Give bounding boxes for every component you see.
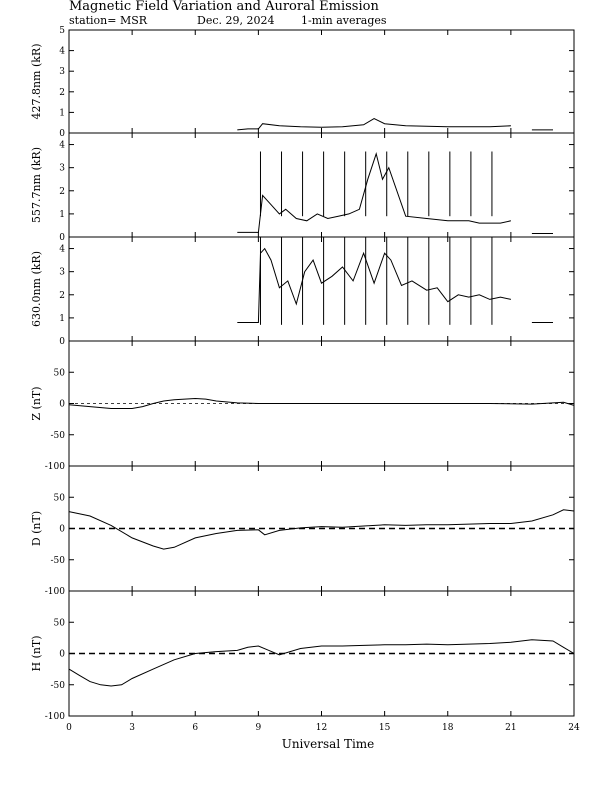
y-tick-label: 1 [59,108,65,119]
date-label: Dec. 29, 2024 [197,14,275,27]
y-tick-label: 4 [59,140,65,151]
x-tick-label: 21 [505,723,517,733]
y-tick-label: 2 [59,87,65,98]
y-tick-label: 0 [59,129,65,139]
y-tick-label: 3 [59,267,65,278]
x-tick-label: 3 [129,723,135,733]
y-tick-label: -100 [44,712,65,722]
y-tick-label: 0 [59,524,65,535]
y-tick-label: -100 [44,462,65,472]
y-tick-label: 5 [59,26,65,36]
panel-frame-0 [69,30,574,133]
y-tick-label: 3 [59,163,65,174]
data-line-1-0 [237,154,553,234]
y-tick-label: 50 [53,368,65,379]
y-tick-label: 4 [59,46,65,57]
y-tick-label: 4 [59,244,65,255]
y-axis-label-5: H (nT) [30,635,43,672]
y-axis-label-3: Z (nT) [30,386,43,421]
y-tick-label: 50 [53,493,65,504]
y-tick-label: -50 [50,680,65,691]
y-tick-label: 0 [59,337,65,347]
y-tick-label: 3 [59,67,65,78]
station-label: station= MSR [69,14,148,27]
y-tick-label: 0 [59,399,65,410]
y-tick-label: 1 [59,313,65,324]
x-tick-label: 9 [255,723,262,733]
data-line-5-0 [69,640,574,686]
y-tick-label: 0 [59,233,65,243]
data-line-0-0 [237,119,553,130]
x-tick-label: 24 [568,723,580,733]
y-tick-label: -100 [44,587,65,597]
y-axis-label-4: D (nT) [30,510,43,547]
x-tick-label: 18 [442,723,454,733]
panels-group [30,26,580,733]
panel-frame-1 [69,133,574,237]
x-tick-label: 6 [192,723,199,733]
data-line-3-0 [69,399,574,409]
x-tick-label: 0 [66,723,72,733]
y-tick-label: -50 [50,430,65,441]
y-tick-label: -50 [50,555,65,566]
y-tick-label: 0 [59,649,65,660]
averaging-label: 1-min averages [301,14,387,27]
panel-frame-2 [69,237,574,341]
data-line-2-0 [237,249,553,323]
y-axis-label-0: 427.8nm (kR) [30,43,43,120]
y-tick-label: 2 [59,186,65,197]
y-axis-label-2: 630.0nm (kR) [30,250,43,328]
y-tick-label: 50 [53,618,65,629]
y-tick-label: 1 [59,209,65,220]
figure-title: Magnetic Field Variation and Auroral Emission [69,0,379,14]
data-line-4-0 [69,510,574,549]
x-tick-label: 15 [378,723,391,733]
y-tick-label: 2 [59,290,65,301]
x-axis-label: Universal Time [281,737,375,751]
y-axis-label-1: 557.7nm (kR) [30,146,43,224]
x-tick-label: 12 [315,723,328,733]
